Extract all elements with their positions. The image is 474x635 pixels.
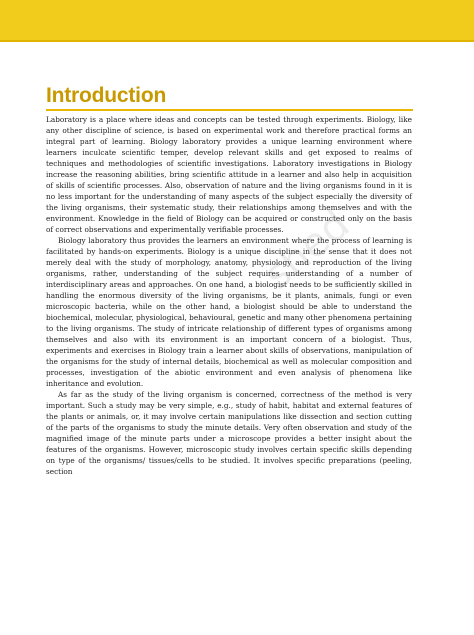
paragraph-3: As far as the study of the living organism is concerned, correctness of the method is very important. Such a study may be very simple, e.g., study of habit, habitat and external features of the plants or animals, or, it may involve certain manipulations like dissection and section cutting of the parts of the organisms to study the minute details. Very often observation and study of the magnified image of the minute parts under a microscope provides a better insight about the features of the organisms. However, microscopic study involves certain specific skills depending on type of the organisms/ tissues/cells to be studied. It involves specific preparations (peeling, section [46,390,412,476]
header-color-band [0,0,474,40]
body-text [46,114,412,477]
title-underline [46,109,413,111]
page-title: Introduction [46,84,167,107]
header-band-edge [0,40,474,42]
watermark: shed [255,201,359,299]
paragraph-2: Biology laboratory thus provides the learners an environment where the process of learning is facilitated by hands-on experiments. Biology is a unique discipline in the sense that it does not merely deal with the study of morphology, anatomy, physiology and reproduction of the living organisms, rather, understanding of the subject requires understanding of a number of interdisciplinary areas and approaches. On one hand, a biologist needs to be sufficiently skilled in handling the enormous diversity of the living organisms, be it plants, animals, fungi or even microscopic bacteria, while on the other hand, a biologist should be able to understand the biochemical, molecular, physiological, behavioural, genetic and many other phenomena pertaining to the living organisms. The study of intricate relationship of different types of organisms among themselves and also with its environment is an important concern of a biologist. Thus, experiments and exercises in Biology train a learner about skills of observations, manipulation of the organisms for the study of internal details, biochemical as well as molecular composition and processes, investigation of the abiotic environment and even analysis of phenomena like inheritance and evolution. [46,236,412,388]
paragraph-1: Laboratory is a place where ideas and concepts can be tested through experiments. Biology, like any other discipline of science, is based on experimental work and therefore practical forms an integral part of learning. Biology laboratory provides a unique learning environment where learners inculcate scientific temper, develop relevant skills and get exposed to realms of techniques and methodologies of scientific investigations. Laboratory investigations in Biology increase the reasoning abilities, bring scientific attitude in a learner and also help in acquisition of skills of scientific processes. Also, observation of nature and the living organisms found in it is no less important for the understanding of many aspects of the subject especially the diversity of the living organisms, their systematic study, their relationships among themselves and with the environment. Knowledge in the field of Biology can be acquired or constructed only on the basis of correct observations and experimentally verifiable processes. [46,115,412,234]
